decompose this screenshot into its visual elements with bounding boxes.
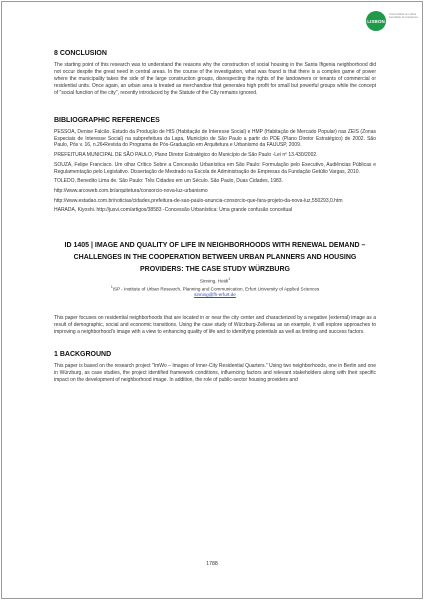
page-content (54, 50, 376, 384)
author-name: Sinning, Heidi (199, 278, 229, 284)
background-paragraph: This paper is based on the research project "ImWo – Images of Inner-City Residential Quarters." Using two neighborhoods, one in Berlin and one in Würzburg, as case studies, the project identified framework conditions, influencing factors and relevant stakeholders along with their specific impact on the development of neighborhood image. In addition, the role of public-sector housing providers and (54, 363, 376, 384)
abstract-paragraph: This paper focuses on residential neighborhoods that are located in or near the city center and characterized by a negative (external) image as a result of demographic, social and economic transitions. Using the case study of Würzburg-Zellerau as an example, it will explore approaches to improving a neighborhood's image with a view to enhancing quality of life and to identifying potentials as well as limiting and success factors. (54, 315, 376, 336)
logo-text: Universidade de Lisboa Faculdade de Arquitetura (389, 13, 418, 20)
conclusion-paragraph: The starting point of this research was to understand the reasons why the construction of social housing in the Santa Ifigenia neighborhood did not occur despite the great need in central areas. In the course of the investigation, what was found is that there is a complex game of power where the municipality takes the side of the large construction groups, disrespecting the rights of the landowners or tenants of commercial or residential units. Once again, an urban area is treated as merchandise that generates high profit for small but powerful groups while the concept of "social function of the city", recently introduced by the Statute of the City remains ignored. (54, 62, 376, 96)
logo-mark: LISBON (366, 11, 386, 31)
author-superscript: 1 (228, 277, 231, 282)
reference-item: SOUZA, Felipe Francisco. Um olhar Crítico Sobre a Concessão Urbanística em São Paulo: Formulação pelo Executivo, Audiências Públicas e Regulamentação pelo Legislativo. Dissertação de Mestrado na Escola de Administração de Empresas da Fundação Getúlio Vargas, 2010. (54, 161, 376, 175)
page (1, 1, 423, 599)
reference-list (54, 129, 376, 214)
page-number: 1788 (206, 561, 218, 567)
paper-title: ID 1405 | IMAGE AND QUALITY OF LIFE IN NEIGHBORHOODS WITH RENEWAL DEMAND – CHALLENGES IN THE COOPERATION BETWEEN URBAN PLANNERS AND HOUSING PROVIDERS: THE CASE STUDY WÜRZBURG (64, 242, 366, 273)
author-email-link[interactable]: sinning@fh-erfurt.de (194, 291, 236, 297)
author-line (54, 277, 376, 284)
reference-item: TOLEDO, Benedito Lima de. São Paulo: Três Cidades em um Século. São Paulo, Duas Cidades, 1983. (54, 178, 283, 185)
reference-link[interactable]: http://www.arcoweb.com.br/arquitetura/consorcio-nova-luz-urbanismo (54, 187, 208, 194)
background-heading: 1 BACKGROUND (54, 351, 112, 359)
affiliation-text: ISP - Institute of Urban Research, Planning and Communication, Erfurt University of Applied Sciences (112, 286, 320, 292)
university-logo (366, 11, 418, 37)
reference-link[interactable]: http://www.estadao.com.br/noticias/cidades,prefeitura-de-sao-paulo-anuncia-consorcio-que-fara-projeto-da-nova-luz,550293,0.htm (54, 197, 343, 204)
affiliation-line (54, 285, 376, 292)
reference-item: PREFEITURA MUNICIPAL DE SÃO PAULO, Plano Diretor Estratégico do Município de São Paulo -Lei nº 13.430/2002. (54, 152, 318, 159)
reference-item: HARADA, Kiyoshi. http://jusvi.com/artigos/38583 -Concessão Urbanística: Uma grande confusão conceitual (54, 207, 293, 214)
conclusion-heading: 8 CONCLUSION (54, 50, 107, 57)
bibliography-heading: BIBLIOGRAPHIC REFERENCES (54, 117, 160, 124)
affiliation-superscript: 1 (110, 284, 113, 289)
reference-item: PESSOA, Denise Falcão. Estudo da Produção de HIS (Habitação de Interesse Social) e HMP (Habitação de Mercado Popular) nas ZEIS (Zonas Especiais de Interesse Social) na subprefeitura da Lapa, Município de São Paulo a partir do PDE (Plano Diretor Estratégico) de 2002. São Paulo, Pós v. 16, n.26•Revista do Programa de Pós-Graduação em Arquitetura e Urbanismo da FAUUSP, 2009. (54, 129, 376, 149)
